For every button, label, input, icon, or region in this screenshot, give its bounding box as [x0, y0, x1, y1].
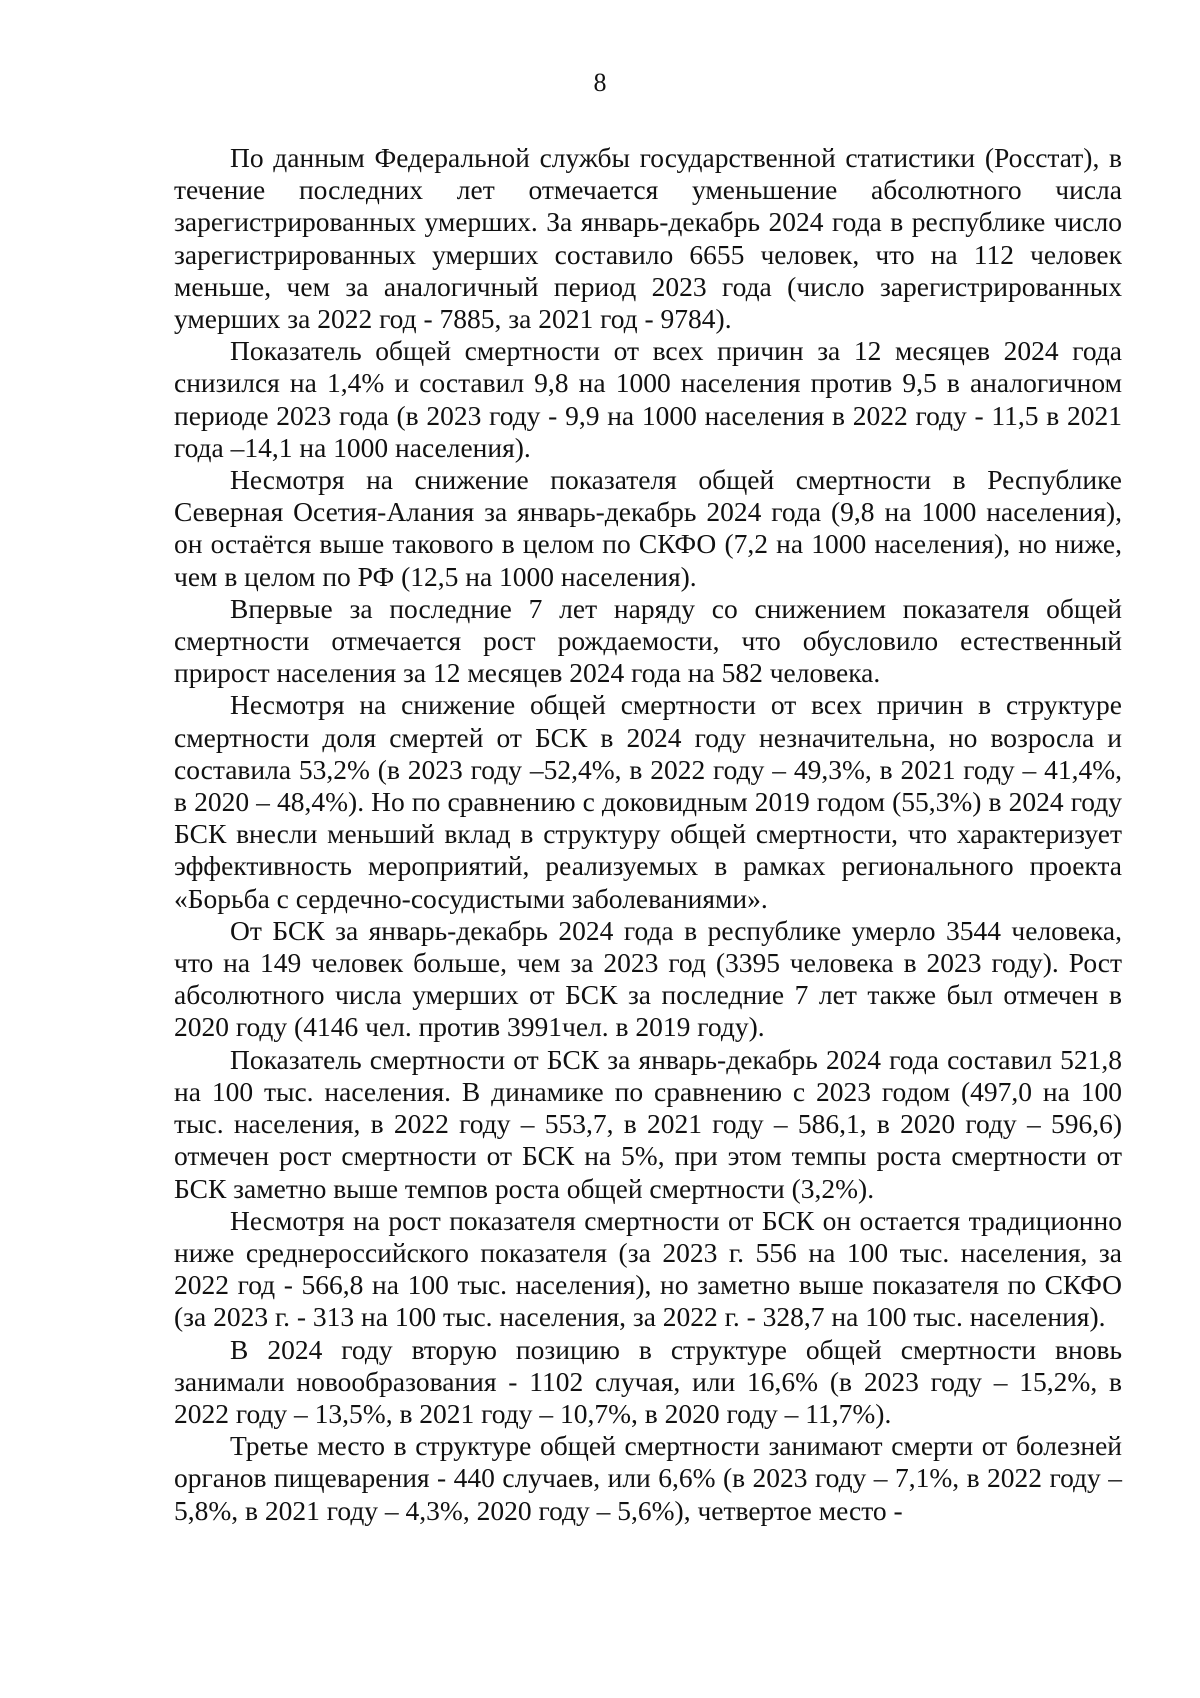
paragraph-neoplasms: В 2024 году вторую позицию в структуре общей смертности вновь занимали новообразования - 1102 случая, или 16,6% (в 2023 году – 15,2%, в 2022 году – 13,5%, в 2021 году – 10,7%, в 2020 году – 11,7%). [174, 1333, 1122, 1429]
paragraph-natural-growth: Впервые за последние 7 лет наряду со снижением показателя общей смертности отмечается рост рождаемости, что обусловило естественный прирост населения за 12 месяцев 2024 года на 582 человека. [174, 592, 1122, 689]
paragraph-bsk-deaths: От БСК за январь-декабрь 2024 года в республике умерло 3544 человека, что на 149 человек больше, чем за 2023 год (3395 человека в 2023 году). Рост абсолютного числа умерших от БСК за последние 7 лет также был отмечен в 2020 году (4146 чел. против 3991чел. в 2019 году). [174, 914, 1122, 1043]
paragraph-bsk-comparison: Несмотря на рост показателя смертности от БСК он остается традиционно ниже среднероссийского показателя (за 2023 г. 556 на 100 тыс. населения, за 2022 год - 566,8 на 100 тыс. населения), но заметно выше показателя по СКФО (за 2023 г. - 313 на 100 тыс. населения, за 2022 г. - 328,7 на 100 тыс. населения). [174, 1204, 1122, 1333]
page-number: 8 [593, 68, 607, 97]
paragraph-rosstat-deaths: По данным Федеральной службы государственной статистики (Росстат), в течение последних лет отмечается уменьшение абсолютного числа зарегистрированных умерших. За январь-декабрь 2024 года в республике число зарегистрированных умерших составило 6655 человек, что на 112 человек меньше, чем за аналогичный период 2023 года (число зарегистрированных умерших за 2022 год - 7885, за 2021 год - 9784). [174, 142, 1122, 335]
paragraph-digestive-diseases: Третье место в структуре общей смертности занимают смерти от болезней органов пищеварения - 440 случаев, или 6,6% (в 2023 году – 7,1%, в 2022 году – 5,8%, в 2021 году – 4,3%, 2020 году – 5,6%), четвертое место - [174, 1430, 1122, 1526]
paragraph-mortality-comparison: Несмотря на снижение показателя общей смертности в Республике Северная Осетия-Алания за январь-декабрь 2024 года (9,8 на 1000 населения), он остаётся выше такового в целом по СКФО (7,2 на 1000 населения), но ниже, чем в целом по РФ (12,5 на 1000 населения). [174, 464, 1122, 592]
paragraph-total-mortality-rate: Показатель общей смертности от всех причин за 12 месяцев 2024 года снизился на 1,4% и составил 9,8 на 1000 населения против 9,5 в аналогичном периоде 2023 года (в 2023 году - 9,9 на 1000 населения в 2022 году - 11,5 в 2021 года –14,1 на 1000 населения). [174, 335, 1122, 463]
paragraph-bsk-share: Несмотря на снижение общей смертности от всех причин в структуре смертности доля смертей от БСК в 2024 году незначительна, но возросла и составила 53,2% (в 2023 году –52,4%, в 2022 году – 49,3%, в 2021 году – 41,4%, в 2020 – 48,4%). Но по сравнению с доковидным 2019 годом (55,3%) в 2024 году БСК внесли меньший вклад в структуру общей смертности, что характеризует эффективность мероприятий, реализуемых в рамках регионального проекта «Борьба с сердечно-сосудистыми заболеваниями». [174, 689, 1122, 914]
paragraph-bsk-rate: Показатель смертности от БСК за январь-декабрь 2024 года составил 521,8 на 100 тыс. населения. В динамике по сравнению с 2023 годом (497,0 на 100 тыс. населения, в 2022 году – 553,7, в 2021 году – 586,1, в 2020 году – 596,6) отмечен рост смертности от БСК на 5%, при этом темпы роста смертности от БСК заметно выше темпов роста общей смертности (3,2%). [174, 1043, 1122, 1204]
document-body [174, 142, 1122, 1527]
